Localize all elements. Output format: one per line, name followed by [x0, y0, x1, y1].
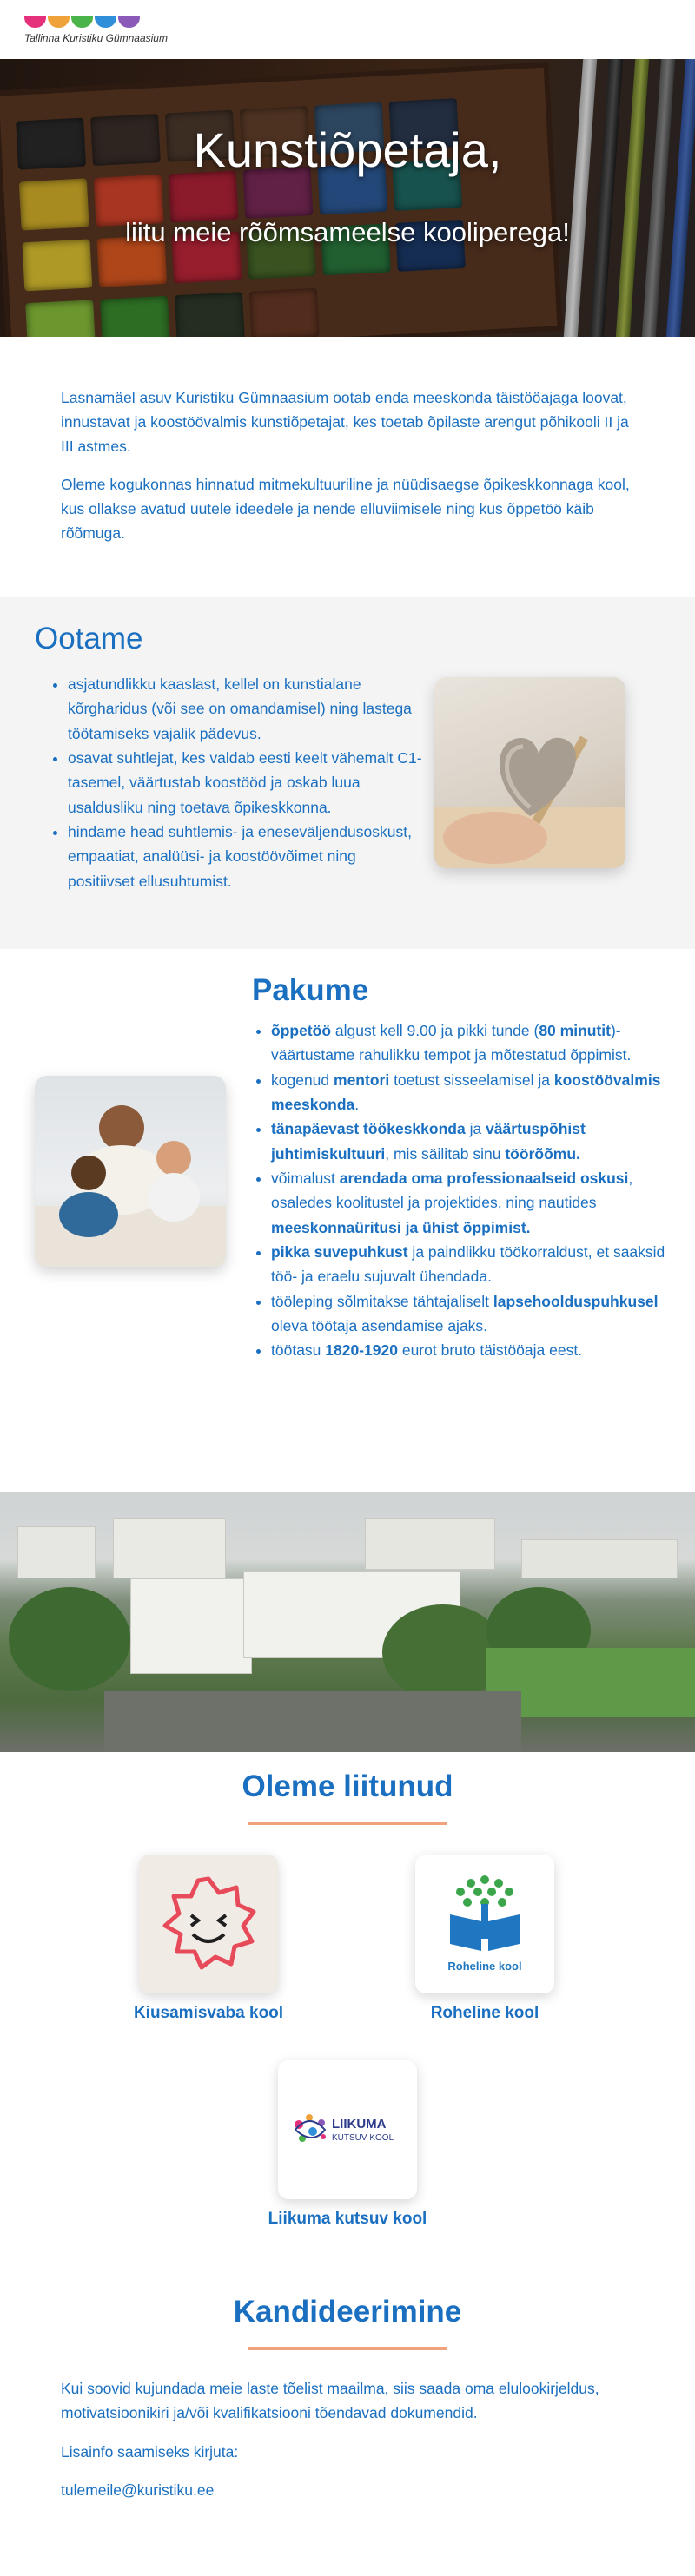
kiusamisvaba-badge[interactable] — [139, 1855, 278, 1993]
list-item-text: . — [354, 1096, 360, 1114]
list-item: • osavat suhtlejat, kes valdab eesti keelt vähemalt C1-tasemel, väärtustab koostööd ja oskab luua usaldusliku ning toetava õpikeskkonna. — [68, 746, 426, 820]
list-item-text: ja paindlikku töökorraldust, et saaksid töö- ja eraelu sujuvalt ühendada. — [271, 1243, 665, 1286]
list-item-bold-text: 1820-1920 — [325, 1341, 398, 1360]
badge-label[interactable]: Kiusamisvaba kool — [133, 2004, 284, 2022]
apartment-block — [113, 1518, 226, 1578]
clay-heart-image — [434, 677, 626, 868]
list-item-text: ja — [465, 1120, 486, 1138]
list-item-text: oleva töötaja asendamise ajaks. — [271, 1317, 488, 1335]
list-item — [271, 1117, 669, 1166]
list-item-text: algust kell 9.00 ja pikki tunde ( — [331, 1022, 539, 1039]
pakume-list — [252, 1018, 669, 1363]
list-item — [271, 1338, 669, 1362]
hero-title: Kunstiõpetaja, — [193, 122, 502, 177]
school-building-photo — [0, 1492, 695, 1752]
apartment-block — [17, 1526, 96, 1578]
hero-banner — [0, 59, 695, 337]
list-item-text: toetust sisseelamisel ja — [389, 1071, 554, 1089]
ootame-section — [0, 597, 695, 949]
list-item-text: )- väärtustame rahulikku tempot ja mõtestatud õppimist. — [271, 1022, 632, 1064]
apartment-block — [365, 1518, 495, 1570]
list-item-bold-text: arendada oma professionaalseid oskusi — [339, 1169, 629, 1188]
school-building — [130, 1578, 252, 1674]
list-item-bold-text: 80 minutit — [539, 1022, 611, 1039]
heading-divider — [248, 2347, 447, 2350]
list-item-bold-text: lapsehoolduspuhkusel — [493, 1292, 659, 1310]
pakume-heading: Pakume — [252, 973, 369, 1007]
list-item — [271, 1018, 669, 1068]
roheline-kool-badge[interactable] — [415, 1855, 554, 1993]
intro-section — [0, 337, 695, 597]
smiley-flower-icon — [156, 1872, 261, 1976]
list-item-text: töötasu — [271, 1341, 326, 1360]
list-item-text: eurot bruto täistööaja eest. — [397, 1341, 583, 1360]
apartment-block — [521, 1539, 678, 1578]
logo-mark — [24, 16, 46, 28]
list-item — [271, 1240, 669, 1289]
hero-overlay — [0, 59, 695, 337]
list-item: • hindame head suhtlemis- ja eneseväljendusoskust, empaatiat, analüüsi- ja koostöövõimet ning positiivset ellusuhtumist. — [68, 820, 426, 893]
logo-mark — [118, 16, 140, 28]
badge-label[interactable]: Liikuma kutsuv kool — [268, 2210, 427, 2228]
badge-label[interactable]: Roheline kool — [430, 2004, 539, 2022]
liitunud-section — [0, 1752, 695, 2295]
list-item — [271, 1166, 669, 1240]
hero-subtitle: liitu meie rõõmsameelse kooliperega! — [125, 217, 570, 247]
intro-paragraph: Lasnamäel asuv Kuristiku Gümnaasium ootab enda meeskonda täistööajaga loovat, innustavat ja koostöövalmis kunstiõpetajat, kes toetab õpilaste arengut põhikooli II ja III astmes. — [61, 389, 629, 455]
list-item-text: , mis säilitab sinu — [385, 1144, 506, 1163]
list-item-bold-text: tänapäevast töökeskkonda — [271, 1120, 466, 1138]
list-item-bold-text: pikka suvepuhkust — [271, 1243, 408, 1262]
kandideerimine-text — [61, 2376, 634, 2502]
parking-lot — [104, 1691, 521, 1752]
liikuma-icon-subtext: KUTSUV KOOL — [332, 2133, 394, 2143]
kandideerimine-section — [0, 2295, 695, 2502]
list-item-bold-text: töörõõmu. — [505, 1144, 580, 1163]
list-item-bold-text: õppetöö — [271, 1022, 332, 1039]
list-item-bold-text: koostöövalmis meeskonda — [271, 1071, 661, 1114]
list-item — [271, 1068, 669, 1117]
logo-text: Tallinna Kuristiku Gümnaasium — [24, 31, 168, 44]
list-item-text: võimalust — [271, 1169, 340, 1188]
site-header — [0, 0, 695, 59]
tree — [382, 1604, 504, 1700]
logo-marks — [24, 16, 168, 30]
logo-mark — [48, 16, 70, 28]
clay-heart-photo — [434, 677, 626, 868]
liikuma-icon — [287, 2104, 408, 2156]
logo-mark — [71, 16, 93, 28]
list-item-text: , osaledes koolitustel ja projektides, ning nautides — [271, 1169, 633, 1212]
pakume-section — [0, 949, 695, 1492]
apply-paragraph: Kui soovid kujundada meie laste tõelist maailma, siis saada oma elulookirjeldus, motivatsioonikiri ja/või kvalifikatsiooni tõendavad dokumendid. — [61, 2380, 599, 2422]
liikuma-kutsuv-badge[interactable] — [278, 2060, 417, 2199]
list-item: • asjatundlikku kaaslast, kellel on kunstialane kõrgharidus (või see on omandamisel) ning lastega töötamiseks vajalik pädevus. — [68, 672, 426, 746]
list-item-bold-text: meeskonnaüritusi ja ühist õppimist. — [271, 1218, 531, 1236]
liikuma-icon-text: LIIKUMA — [332, 2117, 387, 2131]
ootame-heading: Ootame — [35, 622, 143, 656]
family-photo — [35, 1076, 226, 1267]
intro-paragraph: Oleme kogukonnas hinnatud mitmekultuuriline ja nüüdisaegse õpikeskkonnaga kool, kus ollakse avatud uutele ideedele ja nende elluviimisele ning kus õppetöö käib rõõmuga. — [61, 476, 630, 542]
liitunud-heading: Oleme liitunud — [242, 1769, 453, 1803]
logo-mark — [95, 16, 116, 28]
list-item — [271, 1289, 669, 1339]
list-item-bold-text: väärtuspõhist juhtimiskultuuri — [271, 1120, 586, 1163]
list-item-text: tööleping sõlmitakse tähtajaliselt — [271, 1292, 493, 1310]
kandideerimine-heading: Kandideerimine — [233, 2295, 462, 2329]
info-paragraph: Lisainfo saamiseks kirjuta: — [61, 2442, 239, 2461]
green-school-icon — [433, 1868, 537, 1980]
list-item-bold-text: mentori — [334, 1071, 390, 1089]
green-school-icon-text: Roheline kool — [447, 1960, 522, 1973]
list-item-text: kogenud — [271, 1071, 334, 1089]
contact-email-link[interactable]: tulemeile@kuristiku.ee — [61, 2481, 215, 2500]
tree — [9, 1587, 130, 1691]
ootame-list — [35, 672, 426, 893]
school-logo[interactable] — [24, 16, 168, 44]
family-image — [35, 1076, 226, 1267]
heading-divider — [248, 1822, 447, 1825]
